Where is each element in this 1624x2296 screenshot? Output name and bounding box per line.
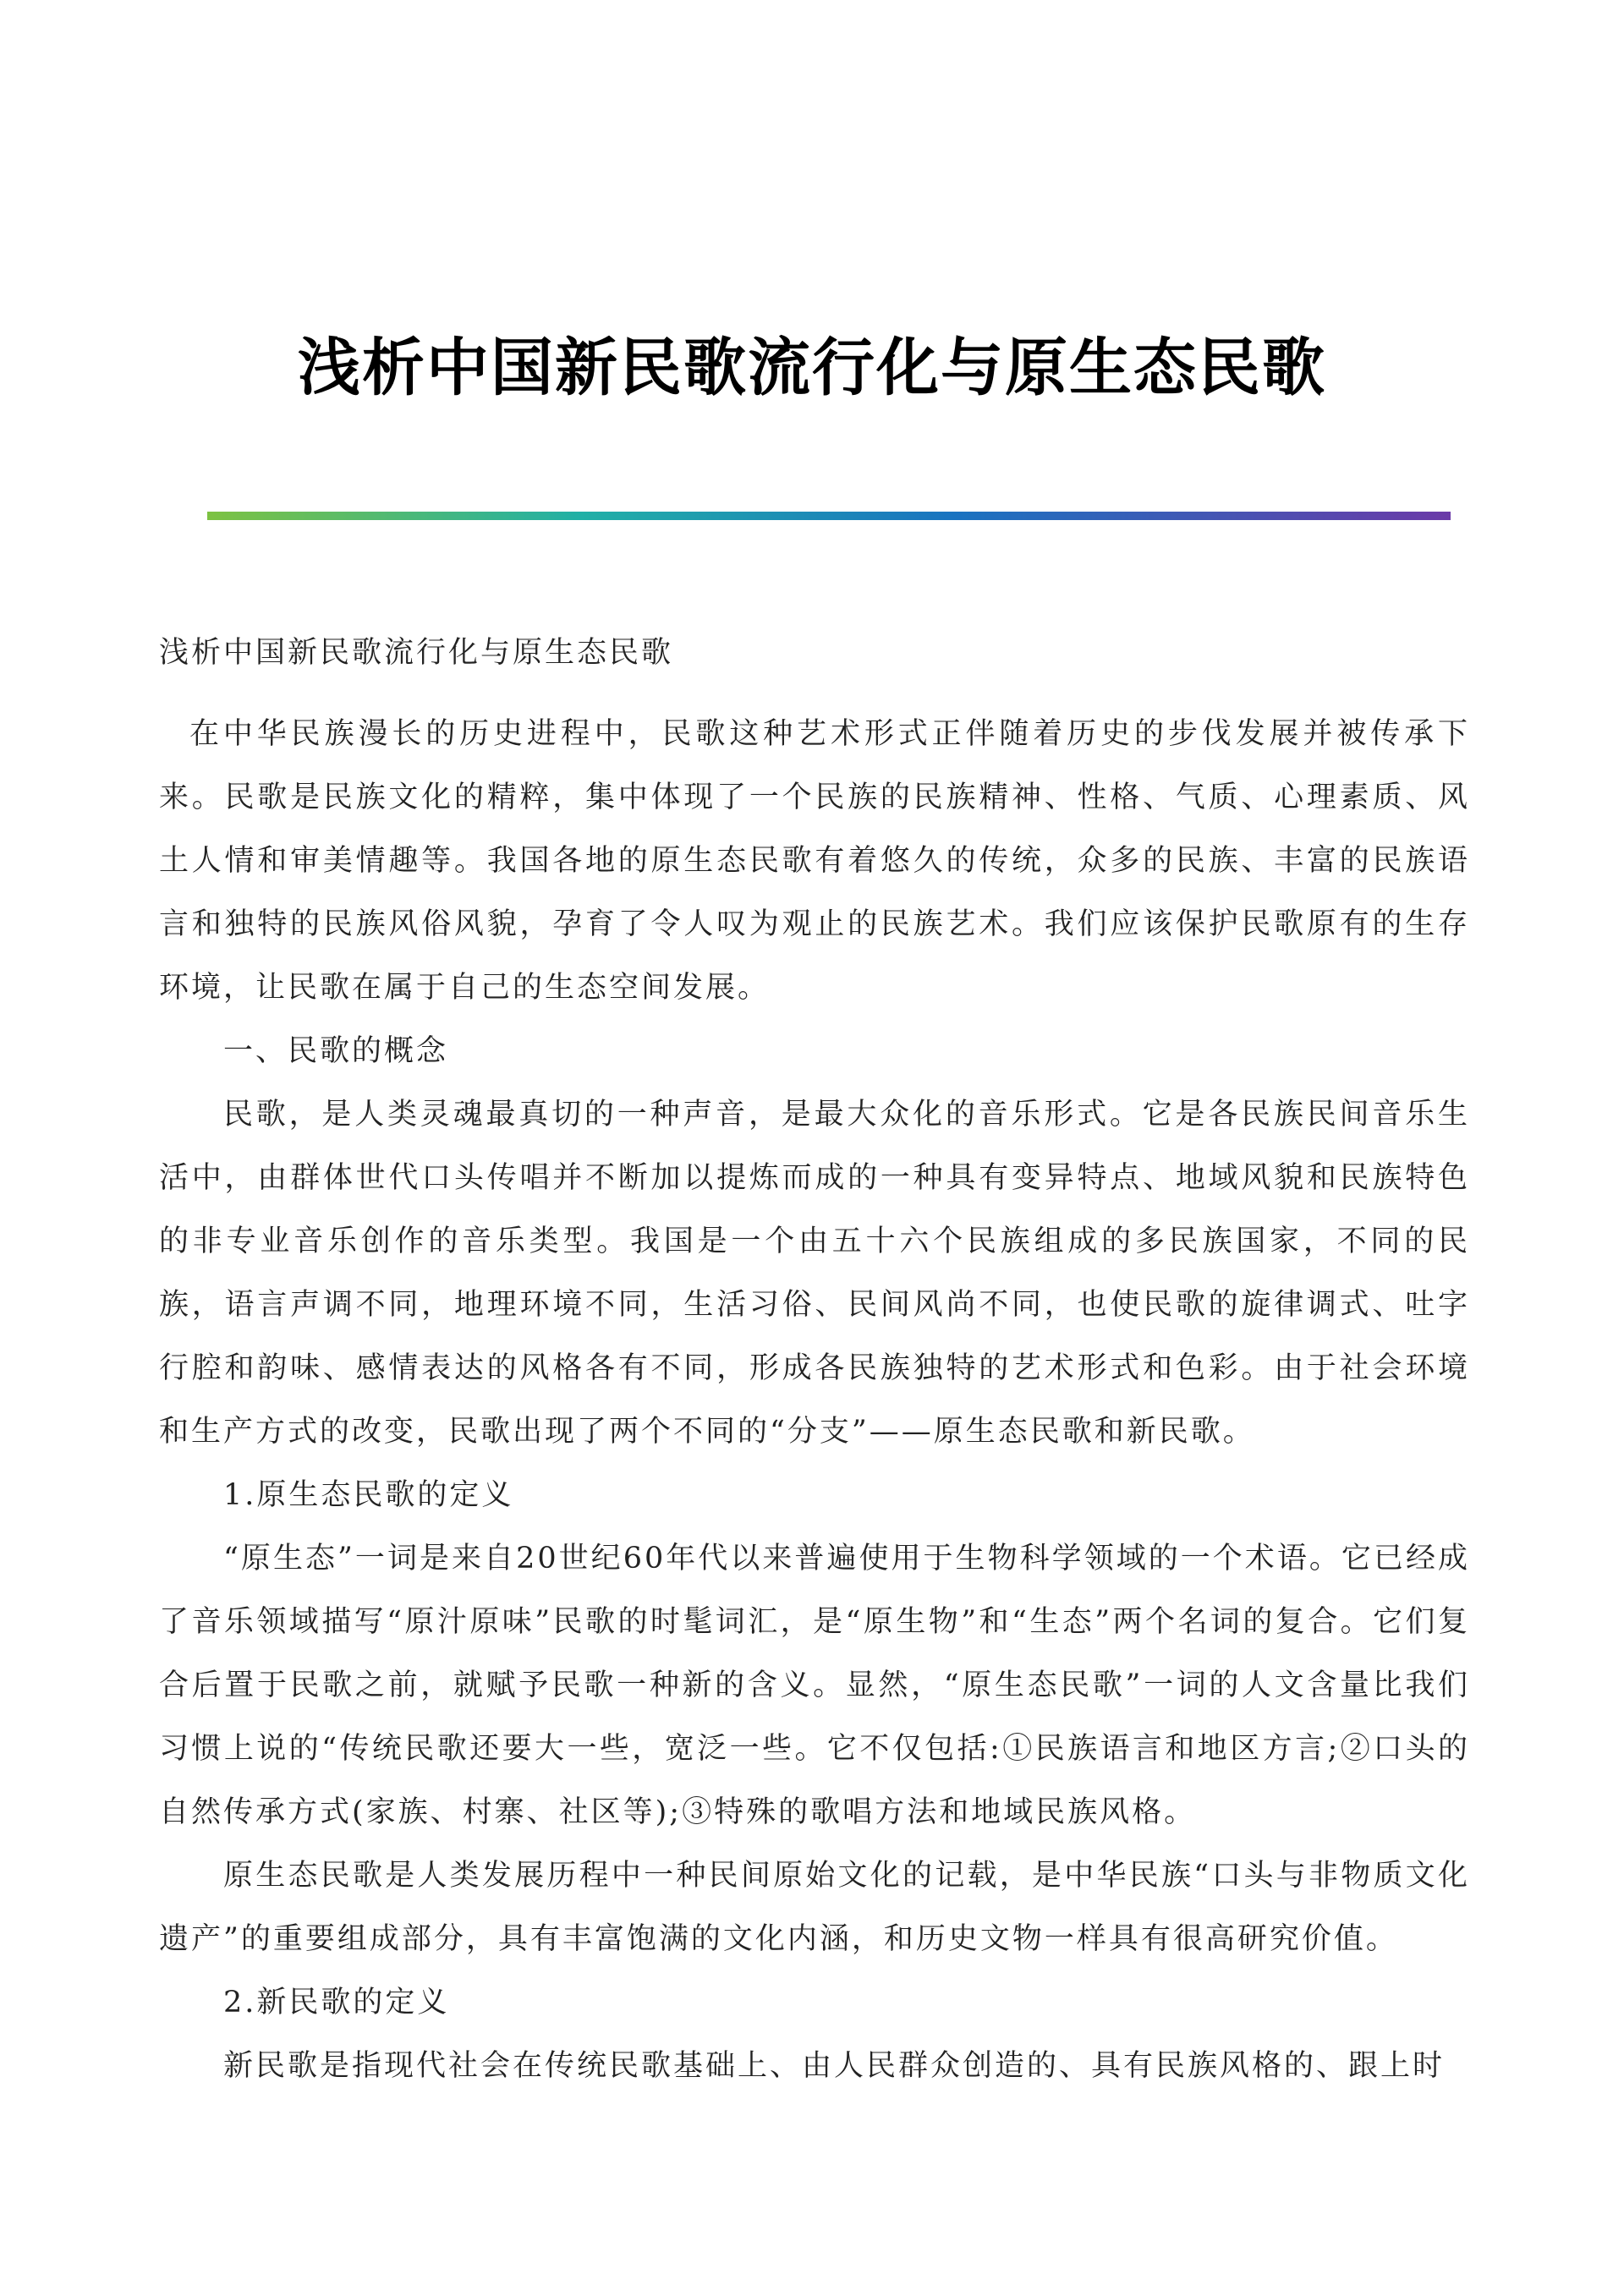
subsection-heading-2: 2.新民歌的定义 <box>223 1986 450 2019</box>
paragraph-original-ecology-value: 原生态民歌是人类发展历程中一种民间原始文化的记载，是中华民族“口头与非物质文化遗产”的重要组成部分，具有丰富饱满的文化内涵，和历史文物一样具有很高研究价值。 <box>159 1859 1470 1956</box>
paragraph-original-ecology-definition: “原生态”一词是来自20世纪60年代以来普遍使用于生物科学领域的一个术语。它已经成了音乐领域描写“原汁原味”民歌的时髦词汇，是“原生物”和“生态”两个名词的复合。它们复合后置于民歌之前，就赋予民歌一种新的含义。显然，“原生态民歌”一词的人文含量比我们习惯上说的“传统民歌还要大一些，宽泛一些。它不仅包括:①民族语言和地区方言;②口头的自然传承方式(家族、村寨、社区等);③特殊的歌唱方法和地域民族风格。 <box>159 1542 1470 1829</box>
document-title: 浅析中国新民歌流行化与原生态民歌 <box>298 332 1326 404</box>
section-heading-1: 一、民歌的概念 <box>223 1034 449 1068</box>
paragraph-new-folk-song-definition: 新民歌是指现代社会在传统民歌基础上、由人民群众创造的、具有民族风格的、跟上时 <box>223 2049 1446 2083</box>
title-divider <box>207 512 1451 520</box>
subsection-heading-1: 1.原生态民歌的定义 <box>223 1478 514 1512</box>
paragraph-folk-song-concept: 民歌，是人类灵魂最真切的一种声音，是最大众化的音乐形式。它是各民族民间音乐生活中，由群体世代口头传唱并不断加以提炼而成的一种具有变异特点、地域风貌和民族特色的非专业音乐创作的音乐类型。我国是一个由五十六个民族组成的多民族国家，不同的民族，语言声调不同，地理环境不同，生活习俗、民间风尚不同，也使民歌的旋律调式、吐字行腔和韵味、感情表达的风格各有不同，形成各民族独特的艺术形式和色彩。由于社会环境和生产方式的改变，民歌出现了两个不同的“分支”——原生态民歌和新民歌。 <box>159 1098 1470 1449</box>
document-body <box>159 622 1470 2098</box>
paragraph-intro: 在中华民族漫长的历史进程中，民歌这种艺术形式正伴随着历史的步伐发展并被传承下来。民歌是民族文化的精粹，集中体现了一个民族的民族精神、性格、气质、心理素质、风土人情和审美情趣等。我国各地的原生态民歌有着悠久的传统，众多的民族、丰富的民族语言和独特的民族风俗风貌，孕育了令人叹为观止的民族艺术。我们应该保护民歌原有的生存环境，让民歌在属于自己的生态空间发展。 <box>159 717 1470 1005</box>
body-heading: 浅析中国新民歌流行化与原生态民歌 <box>159 636 674 670</box>
